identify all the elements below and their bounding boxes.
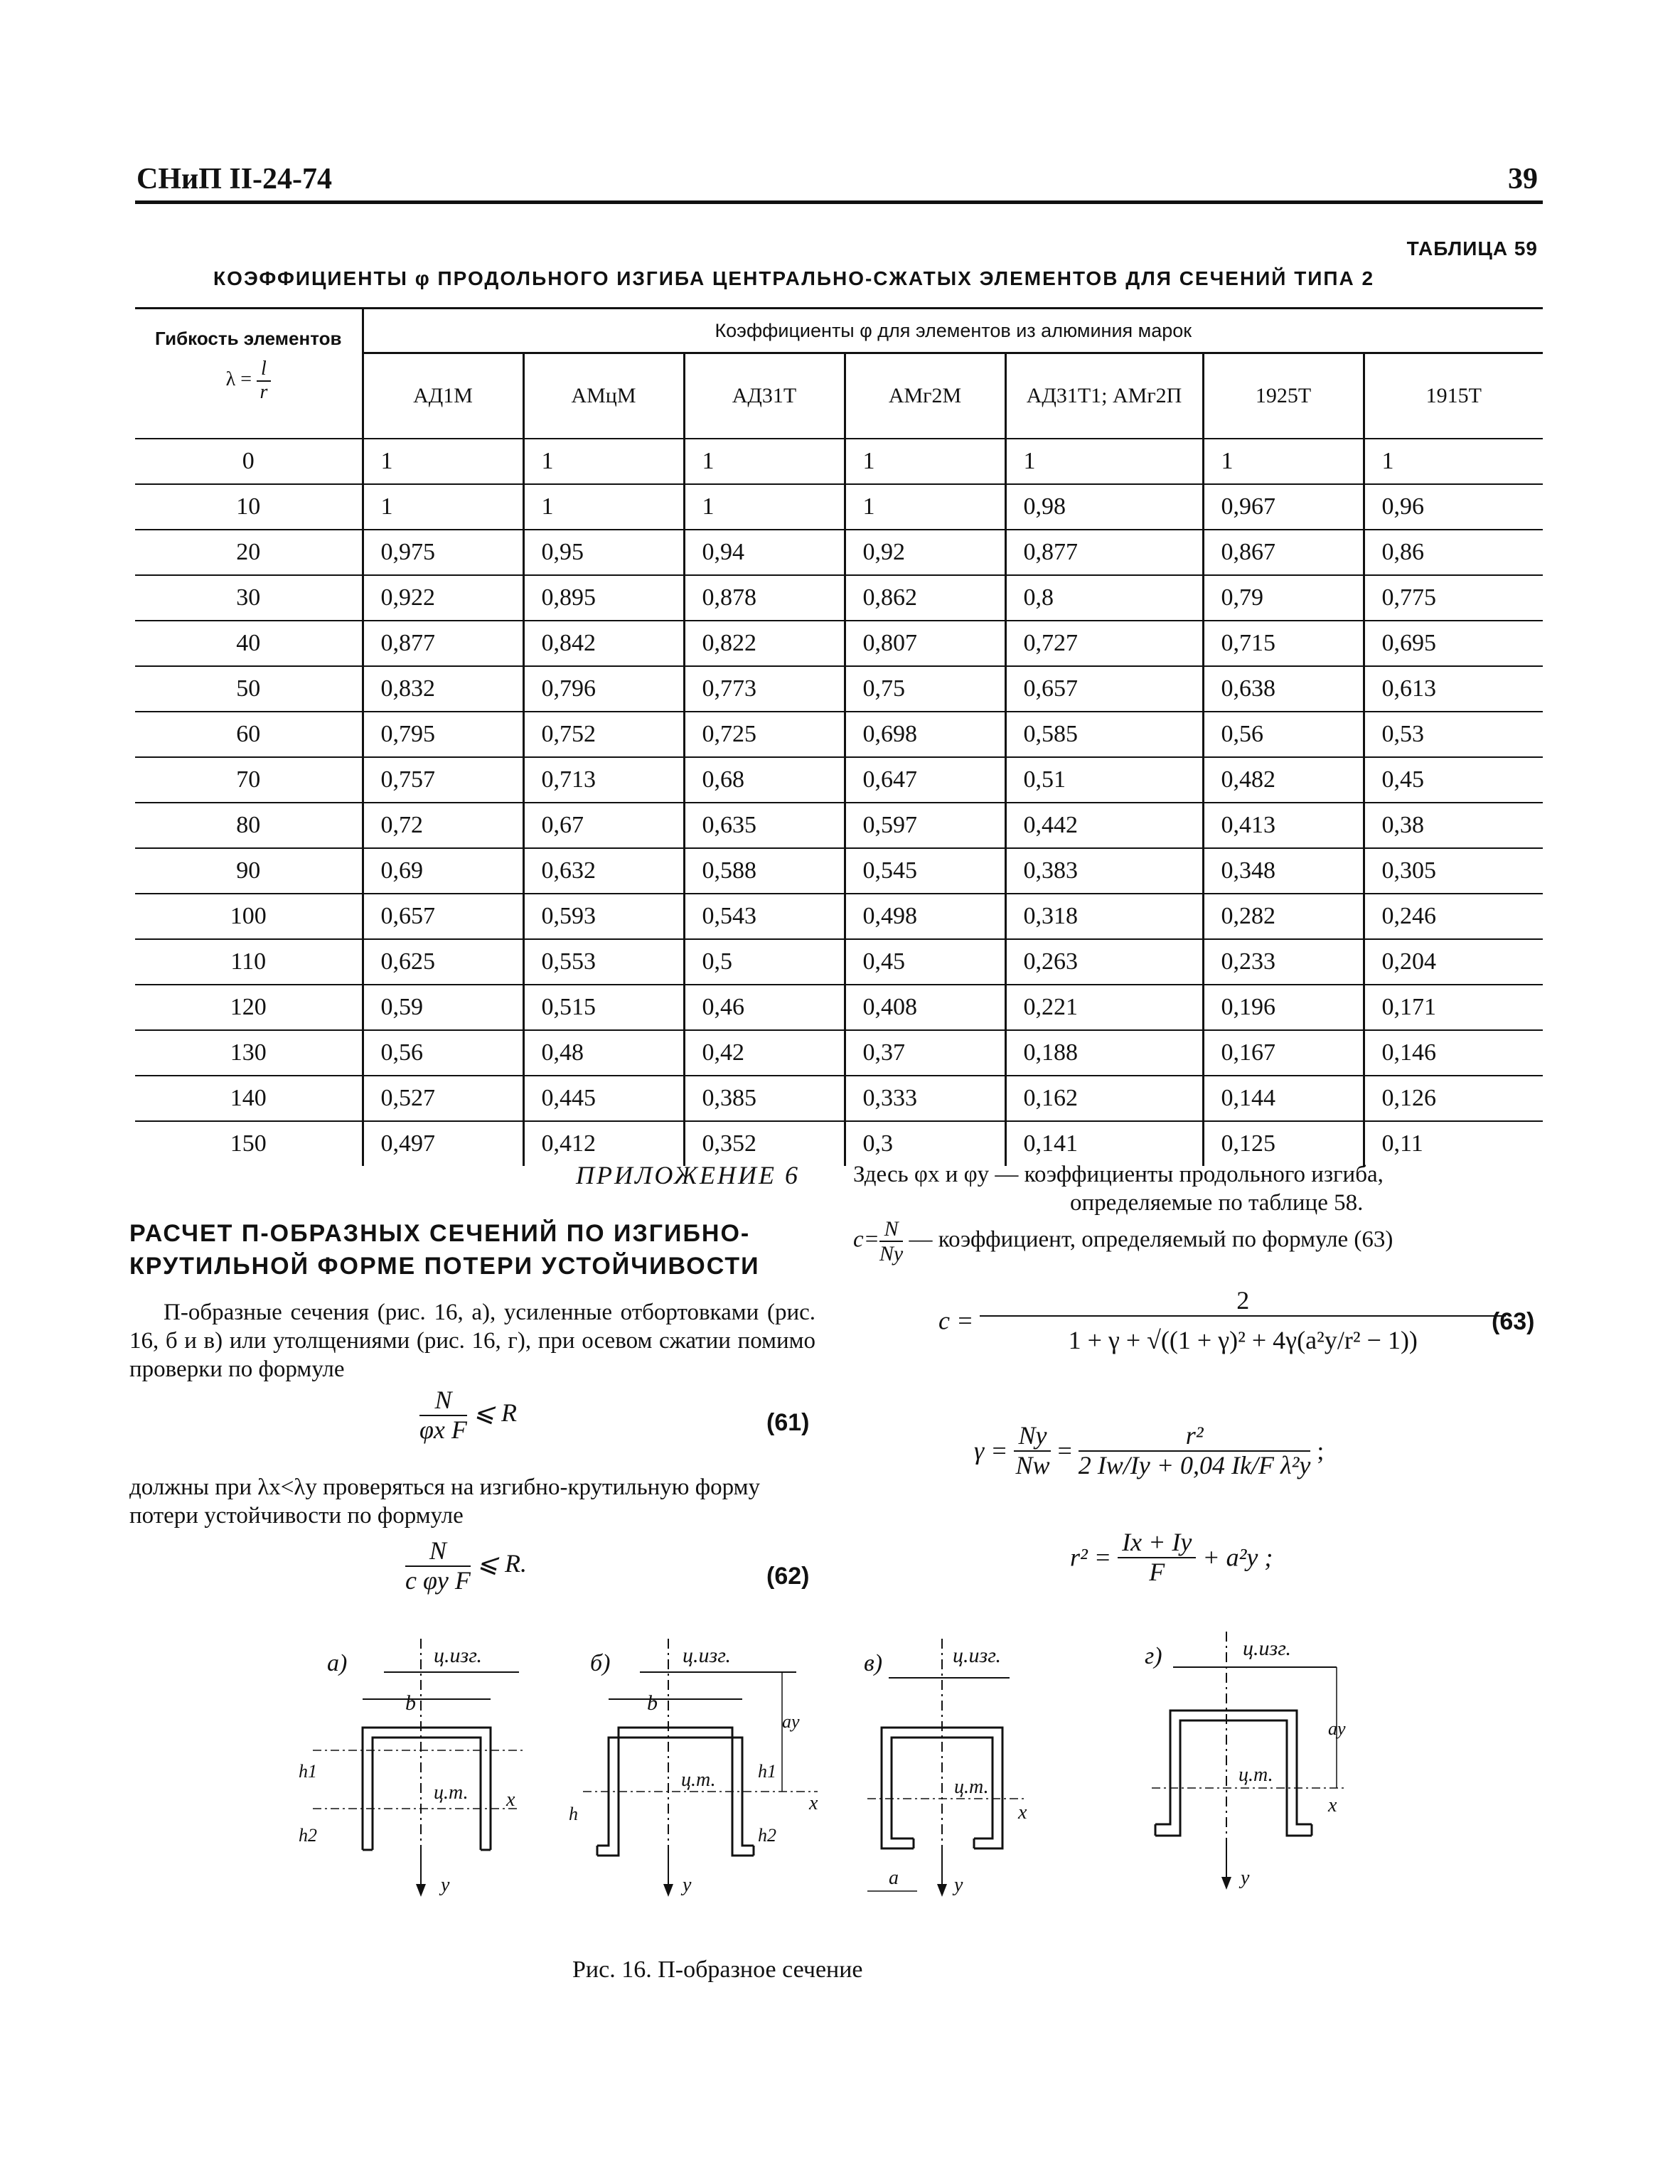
- lambda-cell: 60: [236, 721, 261, 747]
- value-cell: 0,832: [363, 666, 523, 712]
- value-cell: 0,282: [1203, 894, 1364, 939]
- panel-d-y: y: [1241, 1867, 1250, 1889]
- c63-num: 2: [980, 1287, 1506, 1317]
- c-def-text: — коэффициент, определяемый по формуле (63): [909, 1226, 1393, 1253]
- column-header: АД31Т: [684, 353, 845, 439]
- value-cell: 0,221: [1005, 985, 1203, 1030]
- panel-a-y: y: [441, 1874, 450, 1896]
- value-cell: 0,442: [1005, 803, 1203, 848]
- value-cell: 0,497: [363, 1121, 523, 1166]
- value-cell: 0,975: [363, 530, 523, 575]
- lambda-cell: 50: [236, 675, 261, 702]
- value-cell: 0,588: [684, 848, 845, 894]
- panel-c: [864, 1639, 1027, 1897]
- lambda-cell: 70: [236, 766, 261, 793]
- value-cell: 0,8: [1005, 575, 1203, 621]
- value-cell: 0,5: [684, 939, 845, 985]
- column-header: АД31Т1; АМг2П: [1005, 353, 1203, 439]
- value-cell: 0,11: [1364, 1121, 1543, 1166]
- gamma-equals: =: [1057, 1436, 1072, 1465]
- value-cell: 0,967: [1203, 484, 1364, 530]
- value-cell: 0,95: [523, 530, 684, 575]
- r2-num: Ix + Iy: [1118, 1529, 1196, 1558]
- lambda-num: l: [257, 358, 271, 382]
- column-header: АД1М: [363, 353, 523, 439]
- panel-c-y: y: [954, 1874, 963, 1896]
- value-cell: 0,638: [1203, 666, 1364, 712]
- value-cell: 0,922: [363, 575, 523, 621]
- value-cell: 0,773: [684, 666, 845, 712]
- value-cell: 0,657: [1005, 666, 1203, 712]
- lambda-cell: 30: [236, 584, 261, 611]
- lambda-den: r: [260, 380, 268, 403]
- r2-den: F: [1149, 1557, 1165, 1586]
- value-cell: 0,725: [684, 712, 845, 757]
- c-def-den: Ny: [879, 1242, 904, 1265]
- value-cell: 0,635: [684, 803, 845, 848]
- value-cell: 0,647: [845, 757, 1005, 803]
- value-cell: 0,48: [523, 1030, 684, 1076]
- value-cell: 0,162: [1005, 1076, 1203, 1121]
- value-cell: 0,263: [1005, 939, 1203, 985]
- value-cell: 0,318: [1005, 894, 1203, 939]
- value-cell: 0,727: [1005, 621, 1203, 666]
- panel-b-b: b: [647, 1691, 658, 1715]
- value-cell: 0,305: [1364, 848, 1543, 894]
- panel-a-top-label: ц.изг.: [434, 1644, 483, 1667]
- f62-den: c φy F: [405, 1565, 471, 1595]
- value-cell: 0,795: [363, 712, 523, 757]
- eq-63-number: (63): [1492, 1308, 1535, 1335]
- value-cell: 0,752: [523, 712, 684, 757]
- value-cell: 0,842: [523, 621, 684, 666]
- value-cell: 0,204: [1364, 939, 1543, 985]
- f62-rhs: ⩽ R.: [476, 1548, 528, 1578]
- value-cell: 0,877: [363, 621, 523, 666]
- value-cell: 1: [845, 484, 1005, 530]
- lambda-cell: 10: [236, 493, 261, 520]
- value-cell: 1: [523, 484, 684, 530]
- gamma-frac1-den: Nw: [1015, 1450, 1050, 1479]
- panel-b-letter: б): [590, 1650, 611, 1676]
- value-cell: 0,45: [1364, 757, 1543, 803]
- value-cell: 0,553: [523, 939, 684, 985]
- value-cell: 0,75: [845, 666, 1005, 712]
- value-cell: 0,333: [845, 1076, 1005, 1121]
- f61-num: N: [419, 1386, 467, 1416]
- value-cell: 0,59: [363, 985, 523, 1030]
- value-cell: 0,348: [1203, 848, 1364, 894]
- lambda-cell: 140: [230, 1085, 267, 1111]
- value-cell: 0,141: [1005, 1121, 1203, 1166]
- eq-62-number: (62): [766, 1563, 810, 1590]
- value-cell: 0,352: [684, 1121, 845, 1166]
- lambda-cell: 0: [242, 448, 255, 474]
- panel-a-letter: а): [327, 1650, 348, 1676]
- gamma-lhs: γ =: [974, 1436, 1008, 1465]
- value-cell: 0,593: [523, 894, 684, 939]
- value-cell: 0,867: [1203, 530, 1364, 575]
- panel-c-letter: в): [864, 1650, 883, 1676]
- panel-c-ct: ц.т.: [954, 1776, 989, 1798]
- r2-tail: + a²y ;: [1202, 1543, 1273, 1572]
- value-cell: 0,408: [845, 985, 1005, 1030]
- phi-definition-line1: Здесь φx и φy — коэффициенты продольного изгиба,: [853, 1162, 1384, 1187]
- value-cell: 1: [523, 439, 684, 484]
- lambda-cell: 20: [236, 539, 261, 565]
- value-cell: 0,38: [1364, 803, 1543, 848]
- lambda-cell: 110: [230, 948, 267, 975]
- value-cell: 0,146: [1364, 1030, 1543, 1076]
- panel-b-y: y: [683, 1874, 692, 1896]
- value-cell: 0,188: [1005, 1030, 1203, 1076]
- panel-d-letter: г): [1145, 1643, 1162, 1669]
- value-cell: 0,42: [684, 1030, 845, 1076]
- appendix-label: ПРИЛОЖЕНИЕ 6: [576, 1161, 800, 1189]
- value-cell: 1: [1203, 439, 1364, 484]
- value-cell: 0,196: [1203, 985, 1364, 1030]
- r2-lhs: r² =: [1070, 1543, 1112, 1572]
- column-header: 1915Т: [1364, 353, 1543, 439]
- value-cell: 0,385: [684, 1076, 845, 1121]
- column-header: 1925Т: [1203, 353, 1364, 439]
- lambda-cell: 120: [230, 994, 267, 1020]
- panel-b-ct: ц.т.: [681, 1769, 716, 1791]
- panel-a-x: x: [506, 1789, 515, 1811]
- value-cell: 0,482: [1203, 757, 1364, 803]
- value-cell: 0,144: [1203, 1076, 1364, 1121]
- panel-d-top-label: ц.изг.: [1243, 1637, 1292, 1660]
- panel-b-h2: h2: [758, 1825, 776, 1846]
- value-cell: 0,246: [1364, 894, 1543, 939]
- panel-c-a: a: [889, 1867, 899, 1889]
- panel-a-b: b: [405, 1691, 416, 1715]
- value-cell: 0,72: [363, 803, 523, 848]
- panel-b-ay: ay: [782, 1711, 800, 1732]
- value-cell: 0,79: [1203, 575, 1364, 621]
- value-cell: 0,383: [1005, 848, 1203, 894]
- value-cell: 0,67: [523, 803, 684, 848]
- value-cell: 0,613: [1364, 666, 1543, 712]
- value-cell: 0,56: [1203, 712, 1364, 757]
- panel-b-x: x: [809, 1792, 818, 1814]
- panel-c-x: x: [1018, 1802, 1027, 1824]
- panel-b-h: h: [569, 1804, 578, 1824]
- lambda-header-label: Гибкость элементов: [155, 328, 342, 349]
- c-def-num: N: [879, 1217, 903, 1242]
- c63-lhs: c =: [938, 1306, 974, 1335]
- value-cell: 1: [1364, 439, 1543, 484]
- panel-d: [1145, 1632, 1346, 1890]
- value-cell: 0,86: [1364, 530, 1543, 575]
- value-cell: 0,37: [845, 1030, 1005, 1076]
- column-header: АМцМ: [523, 353, 684, 439]
- panel-a-h2: h2: [299, 1825, 317, 1846]
- gamma-semicolon: ;: [1317, 1436, 1325, 1465]
- value-cell: 0,775: [1364, 575, 1543, 621]
- value-cell: 0,68: [684, 757, 845, 803]
- panel-d-ay: ay: [1328, 1718, 1346, 1739]
- value-cell: 0,545: [845, 848, 1005, 894]
- lambda-cell: 130: [230, 1039, 267, 1066]
- value-cell: 0,527: [363, 1076, 523, 1121]
- paragraph-2: должны при λx<λy проверяться на изгибно-крутильную форму потери устойчивости по формуле: [129, 1474, 760, 1529]
- value-cell: 0,171: [1364, 985, 1543, 1030]
- page-number: 39: [1508, 163, 1538, 196]
- column-header: АМг2М: [845, 353, 1005, 439]
- value-cell: 1: [1005, 439, 1203, 484]
- panel-d-x: x: [1328, 1794, 1337, 1816]
- value-cell: 0,96: [1364, 484, 1543, 530]
- value-cell: 0,625: [363, 939, 523, 985]
- value-cell: 1: [684, 484, 845, 530]
- value-cell: 0,878: [684, 575, 845, 621]
- document-code: СНиП II-24-74: [137, 163, 333, 196]
- value-cell: 0,51: [1005, 757, 1203, 803]
- value-cell: 0,698: [845, 712, 1005, 757]
- value-cell: 0,233: [1203, 939, 1364, 985]
- lambda-cell: 80: [236, 812, 261, 838]
- value-cell: 1: [363, 484, 523, 530]
- value-cell: 0,445: [523, 1076, 684, 1121]
- value-cell: 0,167: [1203, 1030, 1364, 1076]
- value-cell: 0,862: [845, 575, 1005, 621]
- lambda-cell: 40: [236, 630, 261, 656]
- panel-b-top-label: ц.изг.: [683, 1644, 732, 1667]
- value-cell: 0,94: [684, 530, 845, 575]
- value-cell: 0,413: [1203, 803, 1364, 848]
- panel-a-ct: ц.т.: [434, 1782, 469, 1804]
- lambda-symbol: λ =: [225, 368, 252, 391]
- value-cell: 0,515: [523, 985, 684, 1030]
- lambda-cell: 90: [236, 857, 261, 884]
- value-cell: 0,46: [684, 985, 845, 1030]
- value-cell: 0,757: [363, 757, 523, 803]
- value-cell: 0,69: [363, 848, 523, 894]
- f62-num: N: [405, 1537, 471, 1567]
- f61-rhs: ⩽ R: [473, 1398, 518, 1427]
- value-cell: 0,92: [845, 530, 1005, 575]
- value-cell: 0,98: [1005, 484, 1203, 530]
- panel-a-h1: h1: [299, 1761, 317, 1782]
- lambda-cell: 100: [230, 903, 267, 929]
- value-cell: 0,715: [1203, 621, 1364, 666]
- group-header: Коэффициенты φ для элементов из алюминия марок: [715, 319, 1192, 341]
- lambda-cell: 150: [230, 1130, 267, 1157]
- panel-c-top-label: ц.изг.: [953, 1644, 1002, 1667]
- gamma-frac2-den: 2 Iw/Iy + 0,04 Ik/F λ²y: [1078, 1450, 1311, 1479]
- panel-d-ct: ц.т.: [1238, 1764, 1273, 1786]
- gamma-frac2-num: r²: [1079, 1422, 1311, 1452]
- value-cell: 1: [363, 439, 523, 484]
- value-cell: 0,807: [845, 621, 1005, 666]
- value-cell: 0,796: [523, 666, 684, 712]
- value-cell: 0,657: [363, 894, 523, 939]
- figure-caption: Рис. 16. П-образное сечение: [572, 1956, 863, 1983]
- value-cell: 0,498: [845, 894, 1005, 939]
- value-cell: 0,53: [1364, 712, 1543, 757]
- eq-61-number: (61): [766, 1409, 810, 1436]
- value-cell: 0,3: [845, 1121, 1005, 1166]
- value-cell: 1: [845, 439, 1005, 484]
- panel-b-h1: h1: [758, 1761, 776, 1782]
- gamma-frac1-num: Ny: [1014, 1422, 1051, 1452]
- value-cell: 0,695: [1364, 621, 1543, 666]
- value-cell: 0,713: [523, 757, 684, 803]
- value-cell: 0,822: [684, 621, 845, 666]
- value-cell: 0,126: [1364, 1076, 1543, 1121]
- value-cell: 0,585: [1005, 712, 1203, 757]
- f61-den: φx F: [419, 1415, 467, 1444]
- value-cell: 0,45: [845, 939, 1005, 985]
- value-cell: 0,412: [523, 1121, 684, 1166]
- value-cell: 0,895: [523, 575, 684, 621]
- panel-b: [569, 1639, 818, 1897]
- table-title: КОЭФФИЦИЕНТЫ φ ПРОДОЛЬНОГО ИЗГИБА ЦЕНТРАЛЬНО-СЖАТЫХ ЭЛЕМЕНТОВ ДЛЯ СЕЧЕНИЙ ТИПА 2: [213, 267, 1375, 289]
- value-cell: 0,125: [1203, 1121, 1364, 1166]
- value-cell: 1: [684, 439, 845, 484]
- paragraph-1: П-образные сечения (рис. 16, а), усиленные отбортовками (рис. 16, б и в) или утолщениями (рис. 16, г), при осевом сжатии помимо проверки по формуле: [129, 1300, 815, 1382]
- value-cell: 0,632: [523, 848, 684, 894]
- value-cell: 0,56: [363, 1030, 523, 1076]
- phi-definition-line2: определяемые по таблице 58.: [1070, 1190, 1364, 1216]
- c63-den: 1 + γ + √((1 + γ)² + 4γ(a²y/r² − 1)): [1068, 1325, 1418, 1354]
- panel-a: [299, 1639, 526, 1897]
- c-def-symbol: c=: [853, 1226, 879, 1253]
- value-cell: 0,543: [684, 894, 845, 939]
- section-title: РАСЧЕТ П-ОБРАЗНЫХ СЕЧЕНИЙ ПО ИЗГИБНО-КРУТИЛЬНОЙ ФОРМЕ ПОТЕРИ УСТОЙЧИВОСТИ: [129, 1220, 760, 1280]
- table-number: ТАБЛИЦА 59: [1406, 237, 1538, 259]
- value-cell: 0,877: [1005, 530, 1203, 575]
- value-cell: 0,597: [845, 803, 1005, 848]
